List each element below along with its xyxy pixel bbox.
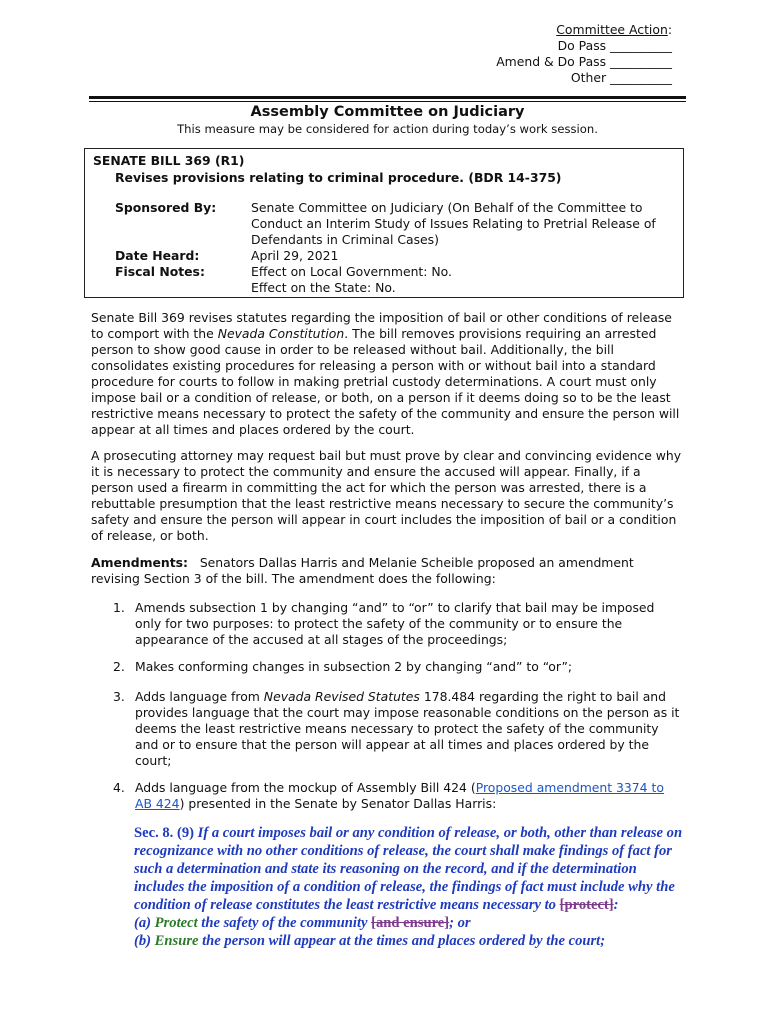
summary-p1-text-a: Senate Bill 369 revises statutes regarding the imposition of bail or other conditions of release to comport with the bbox=[91, 310, 672, 341]
list-item-number: 1. bbox=[113, 600, 125, 615]
page-title: Assembly Committee on Judiciary bbox=[250, 104, 525, 120]
list-item-text-a: Adds language from bbox=[135, 689, 264, 704]
legal-item-b bbox=[134, 932, 684, 950]
legal-item-a-label: (a) bbox=[134, 915, 155, 931]
summary-p1-italic: Nevada Constitution bbox=[217, 326, 345, 341]
list-item bbox=[113, 659, 683, 675]
proposed-amendment-link[interactable]: Proposed amendment 3374 to AB 424 bbox=[135, 780, 664, 811]
list-item-number: 3. bbox=[113, 689, 125, 704]
page-subtitle: This measure may be considered for action during today’s work session. bbox=[177, 122, 598, 136]
header-rule-thin bbox=[89, 101, 686, 102]
list-item-number: 2. bbox=[113, 659, 125, 674]
amendments-intro-text: Senators Dallas Harris and Melanie Scheible proposed an amendment revising Section 3 of the bill. The amendment does the following: bbox=[91, 555, 634, 586]
list-item-number: 4. bbox=[113, 780, 125, 795]
legal-item-b-text: the person will appear at the times and places ordered by the court; bbox=[198, 933, 606, 949]
committee-action-block bbox=[496, 22, 672, 86]
amendments-list bbox=[113, 780, 683, 812]
legal-section-lead: Sec. 8. (9) bbox=[134, 825, 198, 841]
fiscal-state-value: Effect on the State: No. bbox=[251, 280, 396, 295]
committee-action-heading bbox=[496, 22, 672, 38]
committee-action-colon: : bbox=[667, 22, 672, 37]
summary-p1-text-b: . The bill removes provisions requiring an arrested person to show good cause in order to be released without bail. Additionally, the bill consolidates existing procedures for releasing a person with or without bail into a standard procedure for courts to follow in making pretrial custody determinations. A court must only impose bail or a condition of release, or both, on a person if it deems doing so to be the least restrictive means necessary to protect the safety of the community and ensure the person will appear at all times and places ordered by the court. bbox=[91, 326, 680, 437]
legal-item-a-text: the safety of the community bbox=[197, 915, 372, 931]
legal-main-text: If a court imposes bail or any condition of release, or both, other than release on recognizance with no other conditions of release, the court shall make findings of fact for such a determination and state its reasoning on the record, and if the determination includes the imposition of a condition of release, the findings of fact must include why the condition of release constitutes the least restrictive means necessary to bbox=[134, 825, 683, 913]
sponsored-by-value: Senate Committee on Judiciary (On Behalf of the Committee to Conduct an Interim Study of Issues Relating to Pretrial Release of Defendants in Criminal Cases) bbox=[251, 200, 656, 247]
summary-paragraph-2: A prosecuting attorney may request bail but must prove by clear and convincing evidence why it is necessary to protect the community and ensure the accused will appear. Finally, if a person used a firearm in committing the act for which the person was arrested, there is a rebuttable presumption that the least restrictive means necessary to secure the community’s safety and ensure the person will appear in court includes the imposition of bail or a condition of release, or both. bbox=[91, 448, 682, 543]
fiscal-local-value: Effect on Local Government: No. bbox=[251, 264, 452, 279]
fiscal-notes-label: Fiscal Notes: bbox=[115, 264, 205, 279]
legal-section-8 bbox=[134, 824, 684, 914]
amendments-intro bbox=[91, 555, 684, 587]
legal-colon: : bbox=[613, 897, 619, 913]
list-item bbox=[113, 689, 683, 769]
list-item bbox=[113, 600, 683, 648]
date-heard-value: April 29, 2021 bbox=[251, 248, 339, 263]
bill-number: SENATE BILL 369 (R1) bbox=[93, 153, 245, 168]
list-item-italic: Nevada Revised Statutes bbox=[263, 689, 420, 704]
legal-item-b-label: (b) bbox=[134, 933, 155, 949]
list-item-text: Makes conforming changes in subsection 2 by changing “and” to “or”; bbox=[135, 659, 573, 674]
summary-paragraph-1 bbox=[91, 310, 684, 438]
legal-item-b-green: Ensure bbox=[154, 933, 199, 949]
amendments-label: Amendments: bbox=[91, 555, 188, 570]
list-item-text-b: ) presented in the Senate by Senator Dallas Harris: bbox=[179, 796, 497, 811]
header-rule-thick bbox=[89, 96, 686, 99]
list-item bbox=[113, 780, 683, 812]
bill-info-box bbox=[84, 148, 684, 298]
legal-strike-protect: [protect] bbox=[559, 897, 614, 913]
bill-description: Revises provisions relating to criminal procedure. (BDR 14-375) bbox=[115, 170, 562, 185]
legal-item-a-tail: ; or bbox=[449, 915, 471, 931]
legal-excerpt bbox=[134, 824, 684, 950]
legal-item-a bbox=[134, 914, 684, 932]
amend-do-pass-line: Amend & Do Pass __________ bbox=[496, 54, 672, 69]
date-heard-label: Date Heard: bbox=[115, 248, 200, 263]
other-line: Other __________ bbox=[570, 70, 672, 85]
list-item-text-b: 178.484 regarding the right to bail and provides language that the court may impose reasonable conditions on the person as it deems the least restrictive means necessary to protect the safety of the community and or to ensure that the person will appear at all times and places ordered by the court; bbox=[135, 689, 680, 768]
amendments-list bbox=[113, 659, 683, 675]
sponsored-by-label: Sponsored By: bbox=[115, 200, 217, 215]
amendments-list bbox=[113, 600, 683, 648]
list-item-text-a: Adds language from the mockup of Assembly Bill 424 ( bbox=[135, 780, 476, 795]
amendments-list bbox=[113, 689, 683, 769]
legal-strike-and-ensure: [and ensure] bbox=[371, 915, 450, 931]
legal-item-a-green: Protect bbox=[154, 915, 198, 931]
list-item-text: Amends subsection 1 by changing “and” to “or” to clarify that bail may be imposed only for two purposes: to protect the safety of the community or to ensure the appearance of the accused at all stages of the proceedings; bbox=[135, 600, 655, 647]
do-pass-line: Do Pass __________ bbox=[557, 38, 672, 53]
committee-action-label: Committee Action bbox=[556, 22, 668, 37]
